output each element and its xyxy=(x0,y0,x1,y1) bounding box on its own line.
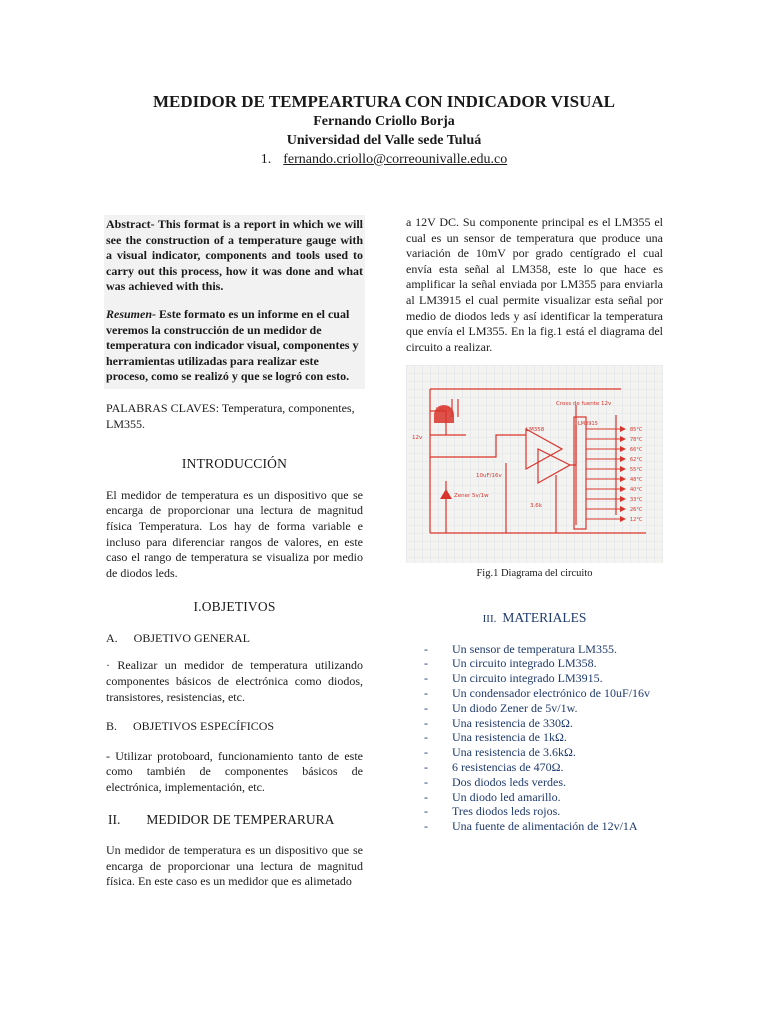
intro-heading: INTRODUCCIÓN xyxy=(181,456,288,472)
materials-item-text: Una fuente de alimentación de 12v/1A xyxy=(452,819,638,834)
resumen-paragraph xyxy=(106,307,363,385)
materials-heading xyxy=(406,610,663,628)
objetivo-general-body: · Realizar un medidor de temperatura utilizando componentes básicos de electrónica como diodos, transistores, resistencias, etc. xyxy=(106,658,363,704)
circuit-figure xyxy=(406,365,663,563)
materials-item xyxy=(406,790,663,805)
materials-item xyxy=(406,701,663,716)
materials-item xyxy=(406,775,663,790)
objetivos-especificos-body: - Utilizar protoboard, funcionamiento tanto de este como también de componentes básicos de electrónica, implementación, etc. xyxy=(106,748,363,795)
objetivos-especificos-title: OBJETIVOS ESPECÍFICOS xyxy=(133,719,275,734)
intro-body: El medidor de temperatura es un dispositivo que se encarga de proporcionar una lectura de magnitud física Temperatura. Los hay de forma variable e incluso para diferenciar rangos de valores, en este caso el rango de temperatura se visualiza por medio de diodos leds. xyxy=(106,487,363,580)
led-label: 78°C xyxy=(630,437,643,444)
materials-item-text: 6 resistencias de 470Ω. xyxy=(452,759,564,774)
led-label: 40°C xyxy=(630,487,643,494)
figure-caption: Fig.1 Diagrama del circuito xyxy=(476,568,593,580)
materials-item xyxy=(406,642,663,657)
keywords: PALABRAS CLAVES: Temperatura, componentes, LM355. xyxy=(106,400,355,431)
objetivos-especificos-letter: B. xyxy=(106,719,118,734)
led-label: 66°C xyxy=(630,447,643,454)
abstract-body: This format is a report in which we will see the construction of a temperature gauge with a visual indicator, components and tools used to carry out this process, how it was done and what was achieved with this. xyxy=(106,217,363,294)
list-dash: - xyxy=(424,745,428,760)
led-label: 12°C xyxy=(630,517,643,524)
resumen-body: Este formato es un informe en el cual veremos la construcción de un medidor de temperatura con indicador visual, componentes y herramientas utilizadas para realizar este proceso, como se realizó y que se logró con esto. xyxy=(106,306,359,384)
list-dash: - xyxy=(424,804,428,819)
materials-item xyxy=(406,730,663,745)
left-column xyxy=(106,215,363,890)
led-label: 33°C xyxy=(630,497,643,504)
materials-item-text: Un circuito integrado LM3915. xyxy=(452,671,603,686)
author-name: Fernando Criollo Borja xyxy=(313,114,455,129)
label-source-note: Cross de fuente 12v xyxy=(556,401,612,408)
materials-item-text: Dos diodos leds verdes. xyxy=(452,774,566,789)
objetivos-heading: I.OBJETIVOS xyxy=(193,599,276,615)
label-12v: 12v xyxy=(412,435,423,442)
materials-item xyxy=(406,804,663,819)
objetivo-general-heading xyxy=(106,631,363,647)
abstract-box xyxy=(104,215,365,389)
abstract-paragraph xyxy=(106,217,363,295)
led-label: 48°C xyxy=(630,477,643,484)
objetivo-general-letter: A. xyxy=(106,630,118,645)
email-number: 1. xyxy=(260,152,272,167)
list-dash: - xyxy=(424,789,428,804)
list-dash: - xyxy=(424,715,428,730)
label-3-6k: 3.6k xyxy=(530,503,542,510)
materials-item xyxy=(406,745,663,760)
led-label: 62°C xyxy=(630,457,643,464)
materials-item-text: Una resistencia de 3.6kΩ. xyxy=(452,745,576,760)
label-zener: Zener 5v/1w xyxy=(454,493,489,500)
list-dash: - xyxy=(424,641,428,656)
section2-body-left: Un medidor de temperatura es un dispositivo que se encarga de proporcionar una lectura de magnitud física. En este caso es un medidor que es alimetado xyxy=(106,843,363,889)
materials-title: MATERIALES xyxy=(502,609,587,625)
materials-item-text: Un circuito integrado LM358. xyxy=(452,656,597,671)
materials-item xyxy=(406,686,663,701)
materials-item-text: Un condensador electrónico de 10uF/16v xyxy=(452,685,650,700)
list-dash: - xyxy=(424,819,428,834)
email-link[interactable]: fernando.criollo@correounivalle.edu.co xyxy=(283,152,508,167)
materials-item-text: Tres diodos leds rojos. xyxy=(452,804,561,819)
list-dash: - xyxy=(424,700,428,715)
list-dash: - xyxy=(424,774,428,789)
led-label: 55°C xyxy=(630,467,643,474)
label-lm358: LM358 xyxy=(526,427,545,434)
materials-item-text: Un sensor de temperatura LM355. xyxy=(452,641,617,656)
abstract-lead: Abstract- xyxy=(106,217,155,231)
materials-item xyxy=(406,671,663,686)
label-lm35: LM35 xyxy=(436,407,451,414)
materials-roman: III. xyxy=(482,612,497,625)
list-dash: - xyxy=(424,685,428,700)
affiliation: Universidad del Valle sede Tuluá xyxy=(286,133,482,148)
list-dash: - xyxy=(424,759,428,774)
list-dash: - xyxy=(424,671,428,686)
objetivos-especificos-heading xyxy=(106,719,363,735)
resumen-lead: Resumen- xyxy=(106,306,157,321)
circuit-diagram xyxy=(406,365,663,563)
section2-heading xyxy=(106,812,363,828)
paper-title: MEDIDOR DE TEMPEARTURA CON INDICADOR VISUAL xyxy=(152,92,616,111)
label-lm3915: LM3915 xyxy=(578,421,598,428)
email-line xyxy=(0,150,768,169)
materials-item xyxy=(406,716,663,731)
materials-item-text: Un diodo led amarillo. xyxy=(452,789,561,804)
right-column xyxy=(406,215,663,834)
materials-item xyxy=(406,760,663,775)
led-label: 26°C xyxy=(630,507,643,514)
led-label: 85°C xyxy=(630,427,643,434)
section2-body-right: a 12V DC. Su componente principal es el LM355 el cual es un sensor de temperatura que produce una variación de 10mV por grado centígrado el cual envía esta señal al LM358, este lo que hace es amplificar la señal enviada por LM355 para enviarla al LM3915 el cual permite visualizar esta señal por medio de diodos leds y así identificar la temperatura que envía el LM355. En la fig.1 está el diagrama del circuito a realizar. xyxy=(406,215,663,354)
section2-title: MEDIDOR DE TEMPERARURA xyxy=(146,811,335,827)
paper-header xyxy=(0,92,768,169)
materials-item-text: Una resistencia de 330Ω. xyxy=(452,715,573,730)
objetivo-general-title: OBJETIVO GENERAL xyxy=(133,630,250,645)
label-cap: 10uF/16v xyxy=(476,473,502,480)
section2-roman: II. xyxy=(108,811,121,827)
materials-list xyxy=(406,642,663,834)
materials-item xyxy=(406,656,663,671)
materials-item-text: Un diodo Zener de 5v/1w. xyxy=(452,700,578,715)
list-dash: - xyxy=(424,656,428,671)
materials-item xyxy=(406,819,663,834)
list-dash: - xyxy=(424,730,428,745)
materials-item-text: Una resistencia de 1kΩ. xyxy=(452,730,567,745)
